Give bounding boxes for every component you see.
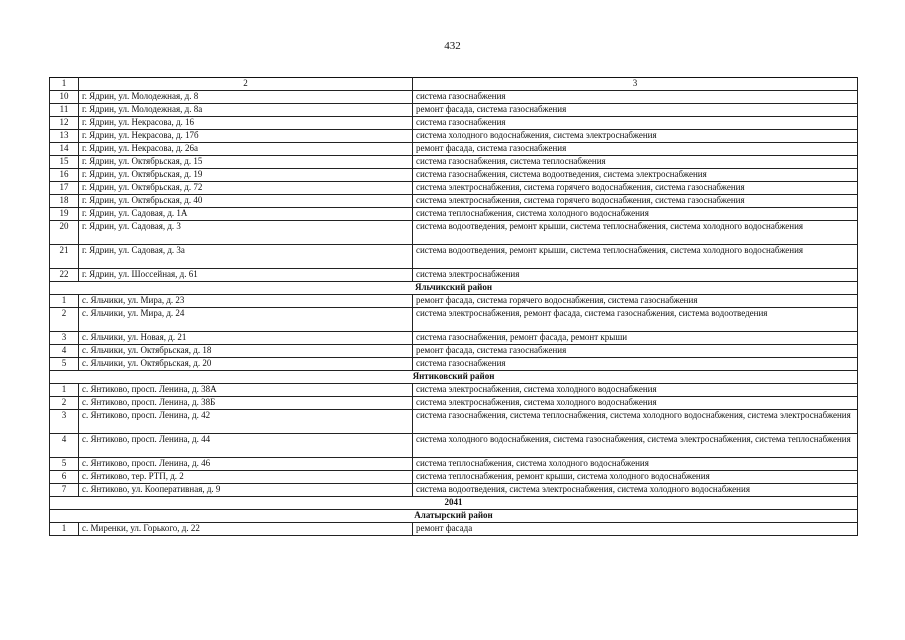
table-row — [50, 295, 858, 308]
works-cell: система холодного водоснабжения, система электроснабжения — [413, 130, 858, 143]
table-row — [50, 130, 858, 143]
year-row — [50, 497, 858, 510]
district-heading: Алатырский район — [50, 510, 858, 523]
table-row — [50, 104, 858, 117]
row-number-cell: 1 — [50, 384, 79, 397]
row-number-cell: 7 — [50, 484, 79, 497]
row-number-cell: 12 — [50, 117, 79, 130]
table-row — [50, 471, 858, 484]
address-cell: г. Ядрин, ул. Октябрьская, д. 72 — [79, 182, 413, 195]
address-cell: с. Яльчики, ул. Мира, д. 23 — [79, 295, 413, 308]
address-cell: г. Ядрин, ул. Октябрьская, д. 40 — [79, 195, 413, 208]
table-row — [50, 397, 858, 410]
row-number-cell: 10 — [50, 91, 79, 104]
works-cell: ремонт фасада, система газоснабжения — [413, 104, 858, 117]
works-cell: система газоснабжения, система водоотведения, система электроснабжения — [413, 169, 858, 182]
address-cell: г. Ядрин, ул. Садовая, д. 3а — [79, 245, 413, 269]
row-number-cell: 22 — [50, 269, 79, 282]
works-cell: система газоснабжения — [413, 117, 858, 130]
works-cell: система электроснабжения, система холодного водоснабжения — [413, 384, 858, 397]
works-cell: система холодного водоснабжения, система газоснабжения, система электроснабжения, система теплоснабжения — [413, 434, 858, 458]
works-cell: система электроснабжения, система холодного водоснабжения — [413, 397, 858, 410]
address-cell: г. Ядрин, ул. Некрасова, д. 26а — [79, 143, 413, 156]
register-table — [49, 77, 858, 536]
address-cell: г. Ядрин, ул. Садовая, д. 1А — [79, 208, 413, 221]
column-header-address: 2 — [79, 78, 413, 91]
address-cell: г. Ядрин, ул. Садовая, д. 3 — [79, 221, 413, 245]
row-number-cell: 16 — [50, 169, 79, 182]
table-header-row — [50, 78, 858, 91]
row-number-cell: 18 — [50, 195, 79, 208]
row-number-cell: 5 — [50, 458, 79, 471]
table-row — [50, 195, 858, 208]
works-cell: ремонт фасада, система горячего водоснабжения, система газоснабжения — [413, 295, 858, 308]
works-cell: система теплоснабжения, ремонт крыши, система холодного водоснабжения — [413, 471, 858, 484]
works-cell: система водоотведения, ремонт крыши, система теплоснабжения, система холодного водоснабжения — [413, 221, 858, 245]
row-number-cell: 3 — [50, 410, 79, 434]
table-row — [50, 221, 858, 245]
works-cell: система водоотведения, ремонт крыши, система теплоснабжения, система холодного водоснабжения — [413, 245, 858, 269]
works-cell: ремонт фасада, система газоснабжения — [413, 345, 858, 358]
address-cell: г. Ядрин, ул. Октябрьская, д. 15 — [79, 156, 413, 169]
address-cell: с. Яльчики, ул. Октябрьская, д. 20 — [79, 358, 413, 371]
column-header-works: 3 — [413, 78, 858, 91]
works-cell: система газоснабжения — [413, 358, 858, 371]
table-row — [50, 434, 858, 458]
row-number-cell: 14 — [50, 143, 79, 156]
address-cell: г. Ядрин, ул. Некрасова, д. 17б — [79, 130, 413, 143]
district-row — [50, 282, 858, 295]
table-row — [50, 358, 858, 371]
column-header-number: 1 — [50, 78, 79, 91]
address-cell: г. Ядрин, ул. Молодежная, д. 8а — [79, 104, 413, 117]
row-number-cell: 17 — [50, 182, 79, 195]
row-number-cell: 13 — [50, 130, 79, 143]
table-row — [50, 345, 858, 358]
works-cell: система газоснабжения, ремонт фасада, ремонт крыши — [413, 332, 858, 345]
district-row — [50, 510, 858, 523]
row-number-cell: 15 — [50, 156, 79, 169]
table-row — [50, 523, 858, 536]
row-number-cell: 3 — [50, 332, 79, 345]
works-cell: система электроснабжения, система горячего водоснабжения, система газоснабжения — [413, 195, 858, 208]
table-row — [50, 269, 858, 282]
address-cell: с. Янтиково, просп. Ленина, д. 38Б — [79, 397, 413, 410]
table-row — [50, 169, 858, 182]
district-heading: Янтиковский район — [50, 371, 858, 384]
works-cell: ремонт фасада, система газоснабжения — [413, 143, 858, 156]
register-table-body — [50, 78, 858, 536]
works-cell: система теплоснабжения, система холодного водоснабжения — [413, 458, 858, 471]
table-row — [50, 143, 858, 156]
table-row — [50, 245, 858, 269]
works-cell: система газоснабжения — [413, 91, 858, 104]
row-number-cell: 20 — [50, 221, 79, 245]
works-cell: система электроснабжения — [413, 269, 858, 282]
row-number-cell: 11 — [50, 104, 79, 117]
table-row — [50, 208, 858, 221]
table-row — [50, 458, 858, 471]
row-number-cell: 19 — [50, 208, 79, 221]
table-row — [50, 410, 858, 434]
works-cell: система газоснабжения, система теплоснабжения, система холодного водоснабжения, система электроснабжения — [413, 410, 858, 434]
address-cell: с. Миренки, ул. Горького, д. 22 — [79, 523, 413, 536]
page-number: 432 — [444, 40, 461, 52]
address-cell: г. Ядрин, ул. Октябрьская, д. 19 — [79, 169, 413, 182]
address-cell: г. Ядрин, ул. Некрасова, д. 16 — [79, 117, 413, 130]
address-cell: с. Янтиково, просп. Ленина, д. 44 — [79, 434, 413, 458]
table-row — [50, 182, 858, 195]
row-number-cell: 4 — [50, 434, 79, 458]
table-row — [50, 332, 858, 345]
row-number-cell: 1 — [50, 295, 79, 308]
address-cell: с. Яльчики, ул. Новая, д. 21 — [79, 332, 413, 345]
district-row — [50, 371, 858, 384]
address-cell: с. Янтиково, просп. Ленина, д. 46 — [79, 458, 413, 471]
address-cell: с. Янтиково, тер. РТП, д. 2 — [79, 471, 413, 484]
row-number-cell: 1 — [50, 523, 79, 536]
works-cell: система теплоснабжения, система холодного водоснабжения — [413, 208, 858, 221]
works-cell: система водоотведения, система электроснабжения, система холодного водоснабжения — [413, 484, 858, 497]
address-cell: с. Яльчики, ул. Мира, д. 24 — [79, 308, 413, 332]
table-row — [50, 384, 858, 397]
row-number-cell: 21 — [50, 245, 79, 269]
table-row — [50, 484, 858, 497]
row-number-cell: 5 — [50, 358, 79, 371]
address-cell: с. Янтиково, ул. Кооперативная, д. 9 — [79, 484, 413, 497]
row-number-cell: 2 — [50, 308, 79, 332]
address-cell: с. Янтиково, просп. Ленина, д. 42 — [79, 410, 413, 434]
address-cell: г. Ядрин, ул. Молодежная, д. 8 — [79, 91, 413, 104]
table-row — [50, 308, 858, 332]
works-cell: ремонт фасада — [413, 523, 858, 536]
row-number-cell: 6 — [50, 471, 79, 484]
address-cell: с. Яльчики, ул. Октябрьская, д. 18 — [79, 345, 413, 358]
district-heading: Яльчикский район — [50, 282, 858, 295]
row-number-cell: 2 — [50, 397, 79, 410]
row-number-cell: 4 — [50, 345, 79, 358]
table-row — [50, 91, 858, 104]
table-row — [50, 117, 858, 130]
year-heading: 2041 — [50, 497, 858, 510]
address-cell: с. Янтиково, просп. Ленина, д. 38А — [79, 384, 413, 397]
works-cell: система электроснабжения, система горячего водоснабжения, система газоснабжения — [413, 182, 858, 195]
works-cell: система электроснабжения, ремонт фасада, система газоснабжения, система водоотведения — [413, 308, 858, 332]
address-cell: г. Ядрин, ул. Шоссейная, д. 61 — [79, 269, 413, 282]
works-cell: система газоснабжения, система теплоснабжения — [413, 156, 858, 169]
table-row — [50, 156, 858, 169]
